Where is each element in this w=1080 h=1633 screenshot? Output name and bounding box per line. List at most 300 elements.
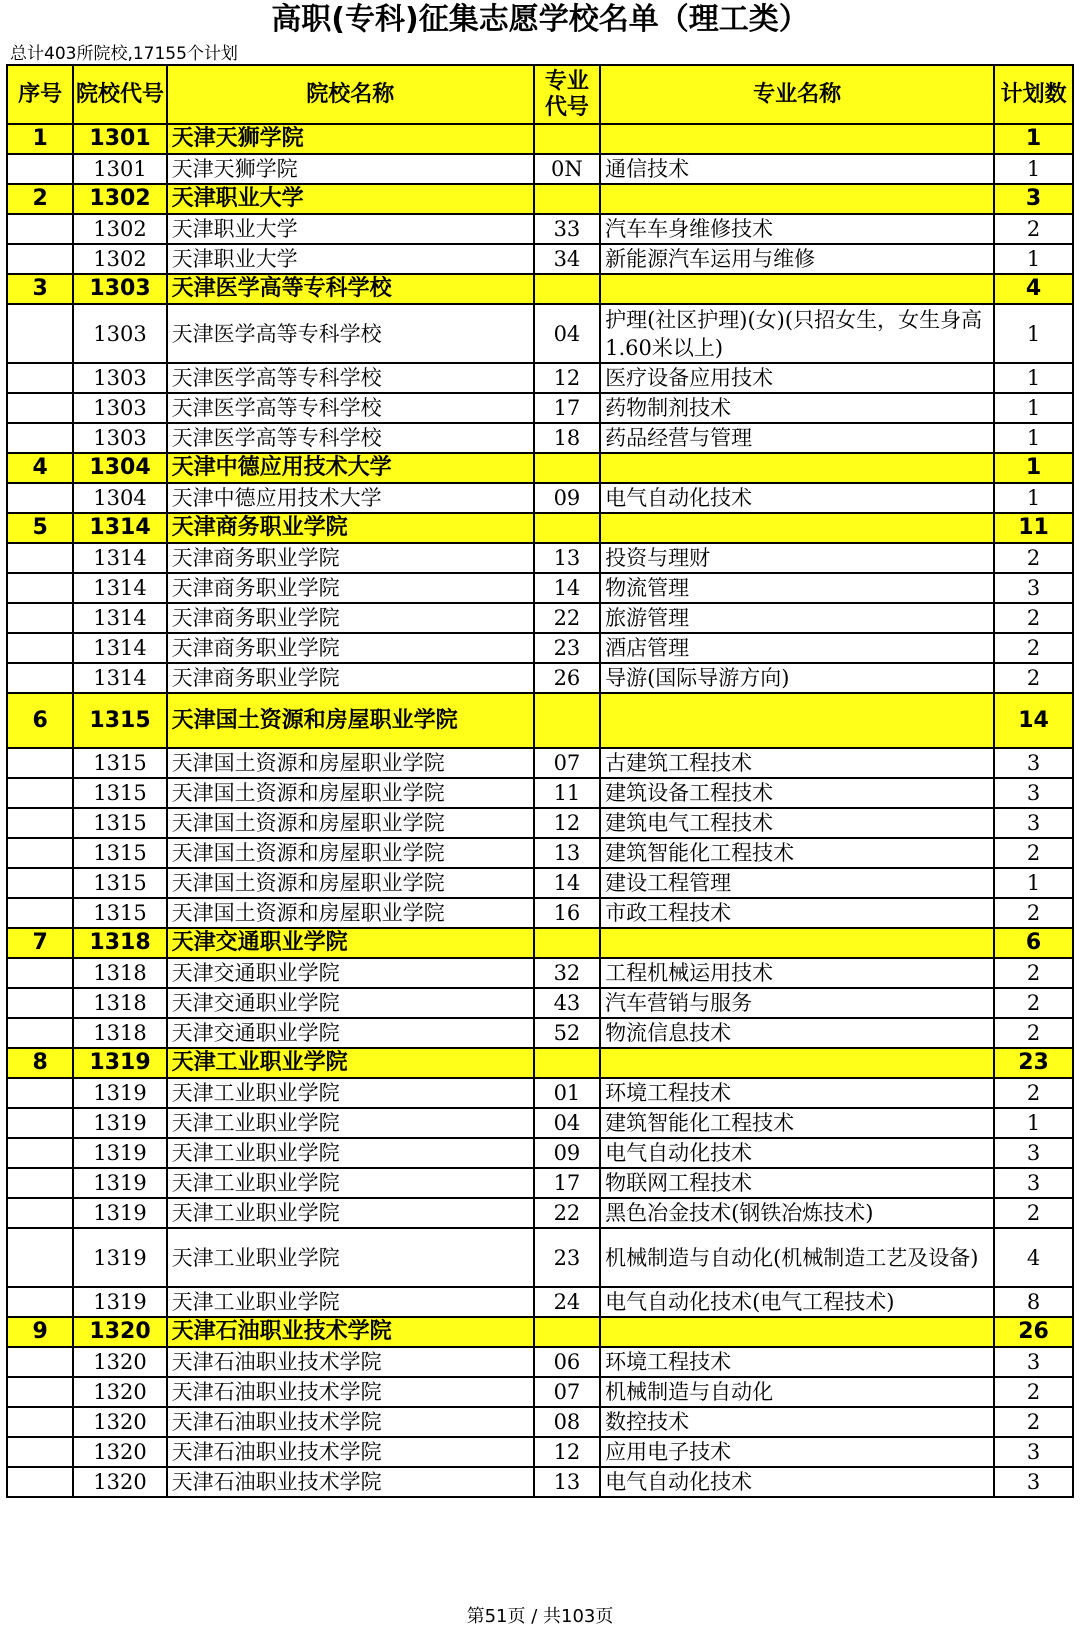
major-row: [7, 363, 1073, 393]
major-name: 古建筑工程技术: [600, 748, 994, 778]
major-plan: 1: [994, 1108, 1073, 1138]
major-plan: 2: [994, 1018, 1073, 1048]
major-school-name: 天津天狮学院: [167, 154, 534, 184]
major-code: 23: [534, 1228, 600, 1287]
school-major-code-empty: [534, 184, 600, 214]
major-name: 物联网工程技术: [600, 1168, 994, 1198]
major-code: 33: [534, 214, 600, 244]
major-name: 物流信息技术: [600, 1018, 994, 1048]
school-plan-total: 1: [994, 124, 1073, 154]
major-row: [7, 154, 1073, 184]
header-major-code: 专业代号: [534, 65, 600, 124]
major-plan: 3: [994, 1168, 1073, 1198]
major-code: 13: [534, 838, 600, 868]
major-code: 26: [534, 663, 600, 693]
major-name: 电气自动化技术: [600, 1138, 994, 1168]
school-code: 1315: [73, 693, 166, 748]
major-school-name: 天津商务职业学院: [167, 573, 534, 603]
school-major-name-empty: [600, 274, 994, 304]
major-row: [7, 1018, 1073, 1048]
major-code: 52: [534, 1018, 600, 1048]
major-row: [7, 543, 1073, 573]
school-plan-total: 23: [994, 1048, 1073, 1078]
major-row: [7, 1287, 1073, 1317]
major-school-code: 1304: [73, 483, 166, 513]
major-plan: 2: [994, 988, 1073, 1018]
major-row: [7, 214, 1073, 244]
major-row: [7, 1437, 1073, 1467]
major-name: 应用电子技术: [600, 1437, 994, 1467]
major-plan: 1: [994, 483, 1073, 513]
school-major-name-empty: [600, 1317, 994, 1347]
admission-table: [6, 64, 1074, 1498]
major-school-name: 天津国土资源和房屋职业学院: [167, 868, 534, 898]
school-row: [7, 513, 1073, 543]
school-code: 1318: [73, 928, 166, 958]
school-code: 1302: [73, 184, 166, 214]
major-plan: 2: [994, 603, 1073, 633]
major-seq-empty: [7, 1347, 73, 1377]
major-seq-empty: [7, 1168, 73, 1198]
major-seq-empty: [7, 988, 73, 1018]
major-name: 通信技术: [600, 154, 994, 184]
major-name: 机械制造与自动化(机械制造工艺及设备): [600, 1228, 994, 1287]
major-name: 新能源汽车运用与维修: [600, 244, 994, 274]
major-school-name: 天津工业职业学院: [167, 1287, 534, 1317]
school-name: 天津工业职业学院: [167, 1048, 534, 1078]
major-row: [7, 1377, 1073, 1407]
major-code: 18: [534, 423, 600, 453]
summary-text: 总计403所院校,17155个计划: [10, 44, 238, 64]
major-row: [7, 483, 1073, 513]
major-row: [7, 988, 1073, 1018]
major-code: 43: [534, 988, 600, 1018]
major-school-name: 天津医学高等专科学校: [167, 304, 534, 363]
major-name: 投资与理财: [600, 543, 994, 573]
major-name: 建筑电气工程技术: [600, 808, 994, 838]
major-seq-empty: [7, 393, 73, 423]
major-code: 13: [534, 543, 600, 573]
major-code: 34: [534, 244, 600, 274]
major-row: [7, 663, 1073, 693]
major-seq-empty: [7, 1078, 73, 1108]
major-row: [7, 423, 1073, 453]
major-seq-empty: [7, 868, 73, 898]
major-school-name: 天津商务职业学院: [167, 543, 534, 573]
major-school-code: 1303: [73, 423, 166, 453]
school-plan-total: 3: [994, 184, 1073, 214]
major-name: 药品经营与管理: [600, 423, 994, 453]
major-name: 数控技术: [600, 1407, 994, 1437]
school-plan-total: 6: [994, 928, 1073, 958]
page-title: 高职(专科)征集志愿学校名单（理工类）: [271, 2, 809, 37]
major-school-name: 天津交通职业学院: [167, 958, 534, 988]
major-code: 23: [534, 633, 600, 663]
major-school-name: 天津石油职业技术学院: [167, 1437, 534, 1467]
major-seq-empty: [7, 304, 73, 363]
school-major-code-empty: [534, 1048, 600, 1078]
major-school-code: 1302: [73, 244, 166, 274]
major-row: [7, 603, 1073, 633]
school-row: [7, 928, 1073, 958]
school-major-name-empty: [600, 928, 994, 958]
school-major-code-empty: [534, 928, 600, 958]
school-major-code-empty: [534, 124, 600, 154]
major-code: 13: [534, 1467, 600, 1497]
major-name: 电气自动化技术: [600, 483, 994, 513]
major-plan: 2: [994, 838, 1073, 868]
major-school-code: 1319: [73, 1108, 166, 1138]
school-name: 天津国土资源和房屋职业学院: [167, 693, 534, 748]
major-seq-empty: [7, 423, 73, 453]
major-school-name: 天津商务职业学院: [167, 663, 534, 693]
major-name: 汽车车身维修技术: [600, 214, 994, 244]
major-school-name: 天津工业职业学院: [167, 1198, 534, 1228]
major-seq-empty: [7, 1108, 73, 1138]
major-seq-empty: [7, 154, 73, 184]
school-name: 天津石油职业技术学院: [167, 1317, 534, 1347]
major-name: 建筑智能化工程技术: [600, 838, 994, 868]
major-seq-empty: [7, 1407, 73, 1437]
major-school-code: 1318: [73, 1018, 166, 1048]
major-school-name: 天津国土资源和房屋职业学院: [167, 898, 534, 928]
major-plan: 1: [994, 244, 1073, 274]
major-name: 医疗设备应用技术: [600, 363, 994, 393]
school-code: 1303: [73, 274, 166, 304]
school-seq: 2: [7, 184, 73, 214]
major-row: [7, 573, 1073, 603]
major-name: 物流管理: [600, 573, 994, 603]
major-school-name: 天津石油职业技术学院: [167, 1377, 534, 1407]
major-code: 09: [534, 1138, 600, 1168]
major-plan: 3: [994, 1347, 1073, 1377]
school-seq: 4: [7, 453, 73, 483]
major-row: [7, 868, 1073, 898]
school-plan-total: 11: [994, 513, 1073, 543]
major-plan: 3: [994, 808, 1073, 838]
major-seq-empty: [7, 808, 73, 838]
major-school-name: 天津国土资源和房屋职业学院: [167, 838, 534, 868]
school-seq: 5: [7, 513, 73, 543]
major-row: [7, 1228, 1073, 1287]
major-plan: 3: [994, 1138, 1073, 1168]
major-seq-empty: [7, 838, 73, 868]
major-code: 32: [534, 958, 600, 988]
school-major-code-empty: [534, 513, 600, 543]
major-school-name: 天津医学高等专科学校: [167, 393, 534, 423]
major-code: 04: [534, 1108, 600, 1138]
major-code: 07: [534, 748, 600, 778]
school-seq: 6: [7, 693, 73, 748]
major-school-code: 1314: [73, 543, 166, 573]
major-name: 导游(国际导游方向): [600, 663, 994, 693]
major-school-name: 天津国土资源和房屋职业学院: [167, 808, 534, 838]
major-name: 建筑智能化工程技术: [600, 1108, 994, 1138]
major-seq-empty: [7, 363, 73, 393]
school-row: [7, 124, 1073, 154]
major-plan: 2: [994, 663, 1073, 693]
major-code: 08: [534, 1407, 600, 1437]
major-seq-empty: [7, 543, 73, 573]
major-row: [7, 838, 1073, 868]
major-name: 工程机械运用技术: [600, 958, 994, 988]
major-seq-empty: [7, 1138, 73, 1168]
header-seq: 序号: [7, 65, 73, 124]
major-seq-empty: [7, 1467, 73, 1497]
major-code: 24: [534, 1287, 600, 1317]
major-plan: 1: [994, 363, 1073, 393]
major-school-code: 1315: [73, 838, 166, 868]
major-plan: 1: [994, 393, 1073, 423]
major-school-code: 1303: [73, 304, 166, 363]
major-row: [7, 304, 1073, 363]
school-name: 天津职业大学: [167, 184, 534, 214]
major-school-code: 1303: [73, 393, 166, 423]
major-seq-empty: [7, 244, 73, 274]
major-school-code: 1315: [73, 868, 166, 898]
major-school-code: 1302: [73, 214, 166, 244]
major-code: 16: [534, 898, 600, 928]
school-plan-total: 26: [994, 1317, 1073, 1347]
major-plan: 1: [994, 868, 1073, 898]
major-school-code: 1319: [73, 1198, 166, 1228]
major-row: [7, 1347, 1073, 1377]
major-name: 旅游管理: [600, 603, 994, 633]
major-row: [7, 1467, 1073, 1497]
major-seq-empty: [7, 573, 73, 603]
header-school-code: 院校代号: [73, 65, 166, 124]
major-plan: 3: [994, 573, 1073, 603]
school-plan-total: 1: [994, 453, 1073, 483]
major-school-code: 1301: [73, 154, 166, 184]
major-plan: 4: [994, 1228, 1073, 1287]
major-school-code: 1303: [73, 363, 166, 393]
major-school-code: 1315: [73, 748, 166, 778]
major-code: 06: [534, 1347, 600, 1377]
major-name: 电气自动化技术: [600, 1467, 994, 1497]
major-plan: 3: [994, 1437, 1073, 1467]
school-row: [7, 1317, 1073, 1347]
school-code: 1304: [73, 453, 166, 483]
major-seq-empty: [7, 663, 73, 693]
major-code: 04: [534, 304, 600, 363]
major-school-name: 天津职业大学: [167, 244, 534, 274]
major-plan: 3: [994, 778, 1073, 808]
major-school-code: 1314: [73, 633, 166, 663]
school-row: [7, 693, 1073, 748]
major-school-code: 1320: [73, 1377, 166, 1407]
table-header-row: [7, 65, 1073, 124]
school-name: 天津医学高等专科学校: [167, 274, 534, 304]
major-school-code: 1319: [73, 1168, 166, 1198]
major-plan: 2: [994, 1198, 1073, 1228]
major-school-code: 1315: [73, 898, 166, 928]
school-code: 1319: [73, 1048, 166, 1078]
school-seq: 1: [7, 124, 73, 154]
major-school-code: 1314: [73, 573, 166, 603]
major-code: 22: [534, 1198, 600, 1228]
major-seq-empty: [7, 1198, 73, 1228]
major-row: [7, 1407, 1073, 1437]
major-row: [7, 244, 1073, 274]
major-school-code: 1319: [73, 1287, 166, 1317]
major-name: 环境工程技术: [600, 1078, 994, 1108]
major-code: 11: [534, 778, 600, 808]
major-plan: 3: [994, 1467, 1073, 1497]
major-seq-empty: [7, 1437, 73, 1467]
school-name: 天津天狮学院: [167, 124, 534, 154]
major-name: 药物制剂技术: [600, 393, 994, 423]
major-seq-empty: [7, 748, 73, 778]
major-plan: 2: [994, 958, 1073, 988]
major-name: 机械制造与自动化: [600, 1377, 994, 1407]
school-code: 1301: [73, 124, 166, 154]
major-school-name: 天津中德应用技术大学: [167, 483, 534, 513]
major-row: [7, 778, 1073, 808]
major-seq-empty: [7, 603, 73, 633]
major-plan: 2: [994, 1377, 1073, 1407]
major-seq-empty: [7, 483, 73, 513]
major-plan: 2: [994, 1078, 1073, 1108]
major-school-code: 1320: [73, 1437, 166, 1467]
school-row: [7, 1048, 1073, 1078]
school-row: [7, 184, 1073, 214]
school-code: 1314: [73, 513, 166, 543]
major-row: [7, 808, 1073, 838]
major-code: 12: [534, 363, 600, 393]
major-school-name: 天津国土资源和房屋职业学院: [167, 748, 534, 778]
school-major-name-empty: [600, 124, 994, 154]
major-school-code: 1320: [73, 1467, 166, 1497]
major-school-name: 天津工业职业学院: [167, 1168, 534, 1198]
major-code: 14: [534, 868, 600, 898]
school-code: 1320: [73, 1317, 166, 1347]
major-plan: 2: [994, 898, 1073, 928]
major-plan: 2: [994, 1407, 1073, 1437]
school-major-code-empty: [534, 693, 600, 748]
major-row: [7, 958, 1073, 988]
major-school-name: 天津工业职业学院: [167, 1228, 534, 1287]
major-seq-empty: [7, 1018, 73, 1048]
major-row: [7, 1108, 1073, 1138]
major-seq-empty: [7, 1287, 73, 1317]
major-code: 17: [534, 393, 600, 423]
major-plan: 2: [994, 633, 1073, 663]
school-name: 天津中德应用技术大学: [167, 453, 534, 483]
major-row: [7, 1168, 1073, 1198]
page-footer: 第51页 / 共103页: [466, 1606, 614, 1627]
major-code: 0N: [534, 154, 600, 184]
major-school-name: 天津工业职业学院: [167, 1078, 534, 1108]
major-code: 07: [534, 1377, 600, 1407]
major-school-name: 天津职业大学: [167, 214, 534, 244]
major-school-code: 1314: [73, 603, 166, 633]
major-school-name: 天津石油职业技术学院: [167, 1407, 534, 1437]
major-school-name: 天津交通职业学院: [167, 1018, 534, 1048]
major-school-name: 天津医学高等专科学校: [167, 363, 534, 393]
major-name: 建设工程管理: [600, 868, 994, 898]
school-major-code-empty: [534, 1317, 600, 1347]
school-seq: 8: [7, 1048, 73, 1078]
major-name: 酒店管理: [600, 633, 994, 663]
school-row: [7, 453, 1073, 483]
major-plan: 3: [994, 748, 1073, 778]
school-major-name-empty: [600, 693, 994, 748]
major-seq-empty: [7, 778, 73, 808]
school-seq: 7: [7, 928, 73, 958]
major-code: 01: [534, 1078, 600, 1108]
major-school-code: 1319: [73, 1138, 166, 1168]
major-row: [7, 898, 1073, 928]
major-seq-empty: [7, 898, 73, 928]
major-school-name: 天津国土资源和房屋职业学院: [167, 778, 534, 808]
major-school-code: 1314: [73, 663, 166, 693]
major-plan: 2: [994, 543, 1073, 573]
major-row: [7, 1198, 1073, 1228]
major-school-name: 天津商务职业学院: [167, 603, 534, 633]
major-school-code: 1319: [73, 1078, 166, 1108]
major-code: 14: [534, 573, 600, 603]
major-school-code: 1318: [73, 958, 166, 988]
major-school-code: 1315: [73, 808, 166, 838]
major-school-name: 天津商务职业学院: [167, 633, 534, 663]
school-major-code-empty: [534, 453, 600, 483]
major-school-name: 天津交通职业学院: [167, 988, 534, 1018]
major-code: 12: [534, 1437, 600, 1467]
major-school-name: 天津石油职业技术学院: [167, 1347, 534, 1377]
school-major-name-empty: [600, 453, 994, 483]
school-major-name-empty: [600, 1048, 994, 1078]
major-school-name: 天津工业职业学院: [167, 1138, 534, 1168]
major-school-code: 1319: [73, 1228, 166, 1287]
school-major-name-empty: [600, 184, 994, 214]
major-code: 22: [534, 603, 600, 633]
table-body: [7, 124, 1073, 1497]
major-seq-empty: [7, 958, 73, 988]
major-school-name: 天津工业职业学院: [167, 1108, 534, 1138]
header-plan: 计划数: [994, 65, 1073, 124]
major-school-name: 天津医学高等专科学校: [167, 423, 534, 453]
major-row: [7, 393, 1073, 423]
major-plan: 1: [994, 304, 1073, 363]
school-plan-total: 4: [994, 274, 1073, 304]
major-school-code: 1315: [73, 778, 166, 808]
major-name: 汽车营销与服务: [600, 988, 994, 1018]
major-row: [7, 633, 1073, 663]
school-major-name-empty: [600, 513, 994, 543]
major-seq-empty: [7, 214, 73, 244]
major-school-name: 天津石油职业技术学院: [167, 1467, 534, 1497]
header-school-name: 院校名称: [167, 65, 534, 124]
major-seq-empty: [7, 1377, 73, 1407]
major-name: 黑色冶金技术(钢铁冶炼技术): [600, 1198, 994, 1228]
major-plan: 2: [994, 214, 1073, 244]
major-name: 环境工程技术: [600, 1347, 994, 1377]
major-seq-empty: [7, 1228, 73, 1287]
major-plan: 1: [994, 423, 1073, 453]
major-row: [7, 748, 1073, 778]
school-seq: 9: [7, 1317, 73, 1347]
major-name: 市政工程技术: [600, 898, 994, 928]
major-school-code: 1320: [73, 1407, 166, 1437]
major-name: 电气自动化技术(电气工程技术): [600, 1287, 994, 1317]
school-plan-total: 14: [994, 693, 1073, 748]
major-plan: 8: [994, 1287, 1073, 1317]
major-plan: 1: [994, 154, 1073, 184]
major-school-code: 1318: [73, 988, 166, 1018]
major-code: 12: [534, 808, 600, 838]
major-seq-empty: [7, 633, 73, 663]
